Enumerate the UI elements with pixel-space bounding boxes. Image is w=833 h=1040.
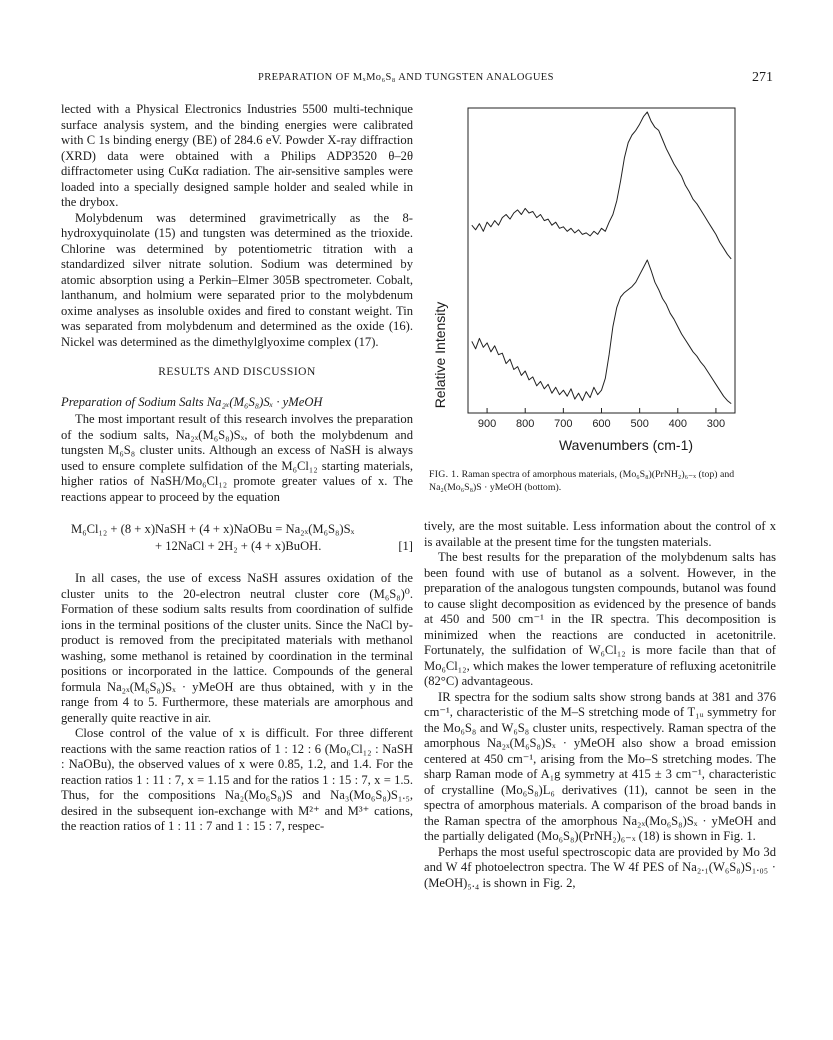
- equation-number: [1]: [398, 539, 413, 553]
- right-column: [424, 519, 776, 891]
- section-heading: RESULTS AND DISCUSSION: [158, 366, 316, 378]
- x-tick-label: 500: [630, 418, 649, 430]
- equation-line-1: M₆Cl₁₂ + (8 + x)NaSH + (4 + x)NaOBu = Na₂ₓ(M₆S₈)Sₓ: [71, 522, 355, 536]
- page-number: 271: [752, 70, 773, 85]
- x-axis-label: Wavenumbers (cm-1): [558, 437, 694, 453]
- paragraph: IR spectra for the sodium salts show strong bands at 381 and 376 cm⁻¹, characteristic of the M–S stretching mode of T₁ᵤ symmetry for the Mo₆S₈ and W₆S₈ cluster units, respectively. Raman spectra of the amorphous Na₂ₓ(M₆S₈)Sₓ · yMeOH also show a broad emission centered at 450 cm⁻¹, arising from the Mo–S stretching modes. The sharp Raman mode of A₁g symmetry at 415 ± 3 cm⁻¹, characteristic of crystalline (Mo₆S₈)L₆ derivatives (11), cannot be seen in the spectra of amorphous materials. A comparison of the broad bands in the Raman spectra of the amorphous Na₂ₓ(Mo₆S₈)Sₓ · yMeOH and the partially deligated (Mo₆S₈)(PrNH₂)₆₋ₓ (18) is shown in Fig. 1.: [424, 689, 776, 843]
- x-tick-label: 300: [706, 418, 726, 430]
- paragraph: tively, are the most suitable. Less information about the control of x is available at the present time for the tungsten materials.: [424, 519, 776, 549]
- left-column: [61, 102, 413, 835]
- caption-text: Raman spectra of amorphous materials, (Mo₆S₈)(PrNH₂)₆₋ₓ (top) and Na₂(Mo₆S₈)S · yMeOH (bottom).: [429, 469, 735, 493]
- paragraph: The best results for the preparation of the molybdenum salts has been found with use of butanol as a solvent. However, in the preparation of the analogous tungsten compounds, butanol was found to cause slight decomposition as evidenced by the presence of bands at 450 and 500 cm⁻¹ in the IR spectra. This decomposition is minimized when the reactions are conducted in acetonitrile. Fortunately, the sulfidation of W₆Cl₁₂ is more facile than that of Mo₆Cl₁₂, which makes the lower temperature of refluxing acetonitrile (82°C) advantageous.: [424, 550, 776, 688]
- spectrum-line-bottom: [472, 260, 731, 404]
- equation-line-2: + 12NaCl + 2H₂ + (4 + x)BuOH. [1]: [155, 539, 413, 553]
- x-tick-label: 700: [554, 418, 573, 430]
- y-axis-label: Relative Intensity: [432, 301, 448, 409]
- paragraph: In all cases, the use of excess NaSH assures oxidation of the cluster units to the 20-electron neutral cluster core (M₆S₈)⁰. Formation of these sodium salts results from coordination of sulfide ions in the terminal positions of the cluster units. Since the NaCl by-product is removed from the precipitated materials with methanol washing, some methanol is retained by coordination in the terminal positions or incorporated in the lattice. Compounds of the general formula Na₂ₓ(M₆S₈)Sₓ · yMeOH are thus obtained, with y in the range from 4 to 5. Furthermore, these materials are amorphous and generally quite reactive in air.: [61, 571, 413, 725]
- equation: [61, 521, 413, 555]
- spectrum-line-top: [472, 112, 731, 259]
- paragraph: Close control of the value of x is difficult. For three different reactions with the same reaction ratios of 1 : 12 : 6 (Mo₆Cl₁₂ : NaSH : NaOBu), the observed values of x were 0.85, 1.2, and 1.4. For the reaction ratios 1 : 11 : 7, x = 1.15 and for the ratios 1 : 15 : 7, x = 1.5. Thus, for the compositions Na₂(Mo₆S₈)S and Na₃(Mo₆S₈)S₁.₅, desired in the subsequent ion-exchange with M²⁺ and M³⁺ cations, the reaction ratios of 1 : 11 : 7 and 1 : 15 : 7, respec-: [61, 726, 413, 833]
- paragraph: Perhaps the most useful spectroscopic data are provided by Mo 3d and W 4f photoelectron spectra. The W 4f PES of Na₂.₁(W₆S₈)S₁.₀₅ · (MeOH)₅.₄ is shown in Fig. 2,: [424, 844, 776, 890]
- running-title: PREPARATION OF MₓMo₆S₈ AND TUNGSTEN ANALOGUES: [258, 72, 554, 83]
- x-tick-label: 400: [668, 418, 687, 430]
- subsection-heading: Preparation of Sodium Salts Na₂ₓ(M₆S₈)Sₓ · yMeOH: [61, 394, 323, 409]
- x-tick-label: 800: [516, 418, 535, 430]
- plot-frame: [468, 108, 735, 413]
- x-tick-label: 900: [477, 418, 497, 430]
- paragraph: The most important result of this research involves the preparation of the sodium salts, Na₂ₓ(M₆S₈)Sₓ, of both the molybdenum and tungsten M₆S₈ cluster units. Although an excess of NaSH is always used to ensure complete sulfidation of the M₆Cl₁₂ starting materials, higher ratios of NaSH/Mo₆Cl₁₂ promote greater values of x. The reactions appear to proceed by the equation: [61, 412, 413, 504]
- x-tick-label: 600: [592, 418, 611, 430]
- paragraph: Molybdenum was determined gravimetrically as the 8-hydroxyquinolate (15) and tungsten was determined as the trioxide. Chlorine was determined by potentiometric titration with a standardized silver nitrate solution. Sodium was determined by atomic absorption using a Perkin–Elmer 305B spectrometer. Cobalt, lanthanum, and holmium were separated prior to the molybdenum oxime analyses as insoluble oxides and fired to constant weight. Tin was separated from molybdenum and determined as the oxide (16). Nickel was determined as the dimethylglyoxime complex (17).: [61, 210, 413, 349]
- caption-label: FIG. 1.: [429, 469, 460, 480]
- running-header: [0, 72, 833, 92]
- figure-caption: [429, 469, 769, 494]
- raman-spectra-chart: [424, 100, 776, 440]
- figure-1: [424, 100, 776, 510]
- paragraph: lected with a Physical Electronics Industries 5500 multi-technique surface analysis system, and the binding energies were calibrated with C 1s binding energy (BE) of 284.6 eV. Powder X-ray diffraction (XRD) data were obtained with a Philips ADP3520 θ–2θ diffractometer using CuKα radiation. The air-sensitive samples were loaded into a specially designed sample holder and sealed while in the drybox.: [61, 102, 413, 209]
